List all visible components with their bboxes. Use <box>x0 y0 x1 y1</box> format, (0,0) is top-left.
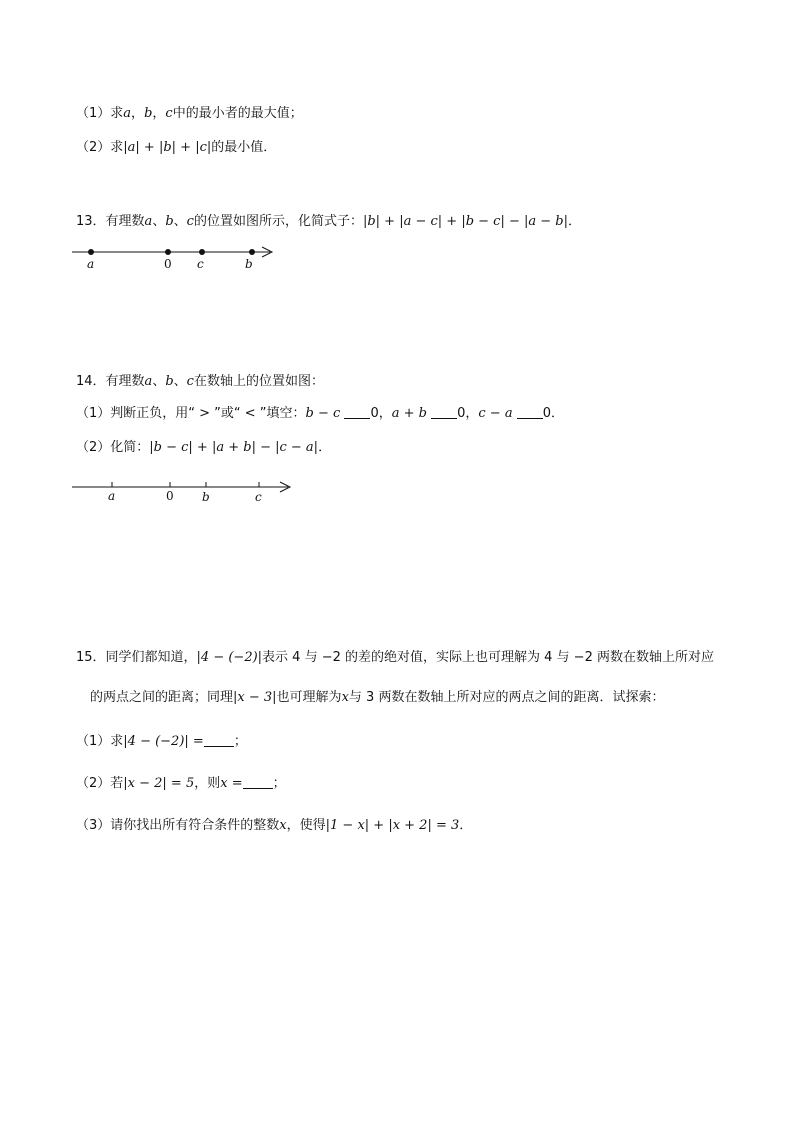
var-b: b <box>165 214 174 229</box>
q15-expr: |4 − (−2)| <box>196 650 263 665</box>
q15-expr: |x − 3| <box>233 690 277 705</box>
comma: ， <box>131 106 145 121</box>
separator: 、 <box>152 214 166 229</box>
q13-expr: |b| + |a − c| + |b − c| − |a − b| <box>362 214 568 229</box>
q15-part1-prefix: （1）求 <box>76 734 124 749</box>
q13-number-line <box>72 247 272 271</box>
point-a <box>88 249 94 255</box>
var-c: c <box>186 214 194 229</box>
separator: 、 <box>173 214 187 229</box>
var-b: b <box>165 374 174 389</box>
label-b: b <box>245 257 253 271</box>
point-b <box>249 249 255 255</box>
q15-part3-expr: |1 − x| + |x + 2| = 3 <box>325 818 460 833</box>
q15-text: ，则 <box>194 776 221 791</box>
q15-part1-expr: |4 − (−2)| = <box>123 734 204 749</box>
var-x: x <box>279 818 287 833</box>
semicolon: ； <box>272 776 286 791</box>
q14-part1-prefix: （1）判断正负，用“ > ”或“ < ”填空： <box>76 406 306 421</box>
q12-part2-prefix: （2）求 <box>76 140 124 155</box>
q14-expr3: c − a <box>478 406 513 421</box>
label-c: c <box>197 257 204 271</box>
var-b: b <box>144 106 153 121</box>
label-zero: 0 <box>164 257 172 271</box>
q14-part2-prefix: （2）化简： <box>76 440 150 455</box>
var-c: c <box>165 106 173 121</box>
q15-part2-expr: |x − 2| = 5 <box>123 776 195 791</box>
var-a: a <box>144 374 153 389</box>
separator: 、 <box>173 374 187 389</box>
label-b: b <box>202 490 210 504</box>
zero-text: 0， <box>457 406 479 421</box>
label-a: a <box>87 257 95 271</box>
q12-part2-expr: |a| + |b| + |c| <box>123 140 212 155</box>
label-a: a <box>108 489 116 503</box>
q15-text: 与 3 两数在数轴上所对应的两点之间的距离．试探索： <box>348 690 665 705</box>
q12-part1-prefix: （1）求 <box>76 106 124 121</box>
label-c: c <box>255 490 262 504</box>
period: ． <box>567 214 581 229</box>
q15-text: 的两点之间的距离；同理 <box>90 690 234 705</box>
zero-text: 0， <box>370 406 392 421</box>
q13-text: 的位置如图所示，化简式子： <box>193 214 363 229</box>
q14-number-line <box>72 482 290 504</box>
var-c: c <box>186 374 194 389</box>
q15-part3-prefix: （3）请你找出所有符合条件的整数 <box>76 818 280 833</box>
period: ． <box>459 818 473 833</box>
q15-text: ，使得 <box>286 818 326 833</box>
q14-part2-expr: |b − c| + |a + b| − |c − a| <box>149 440 319 455</box>
q14-text: 在数轴上的位置如图： <box>193 374 324 389</box>
q15-prefix: 15．同学们都知道， <box>76 650 197 665</box>
q14-expr2: a + b <box>391 406 427 421</box>
q14-expr1: b − c <box>305 406 341 421</box>
separator: 、 <box>152 374 166 389</box>
q12-part1-text: 中的最小者的最大值； <box>172 106 303 121</box>
semicolon: ； <box>233 734 247 749</box>
q15-part2-prefix: （2）若 <box>76 776 124 791</box>
q15-text: 表示 4 与 −2 的差的绝对值，实际上也可理解为 4 与 −2 两数在数轴上所对应 <box>262 650 714 665</box>
q13-prefix: 13．有理数 <box>76 214 145 229</box>
var-a: a <box>144 214 153 229</box>
var-a: a <box>123 106 132 121</box>
comma: ， <box>152 106 166 121</box>
label-zero: 0 <box>166 489 174 503</box>
zero-text: 0． <box>542 406 564 421</box>
point-zero <box>165 249 171 255</box>
q15-text: 也可理解为 <box>276 690 342 705</box>
q14-prefix: 14．有理数 <box>76 374 145 389</box>
var-x: x = <box>220 776 243 791</box>
var-x: x <box>341 690 349 705</box>
q12-part2-text: 的最小值． <box>211 140 277 155</box>
point-c <box>199 249 205 255</box>
period: ． <box>318 440 332 455</box>
